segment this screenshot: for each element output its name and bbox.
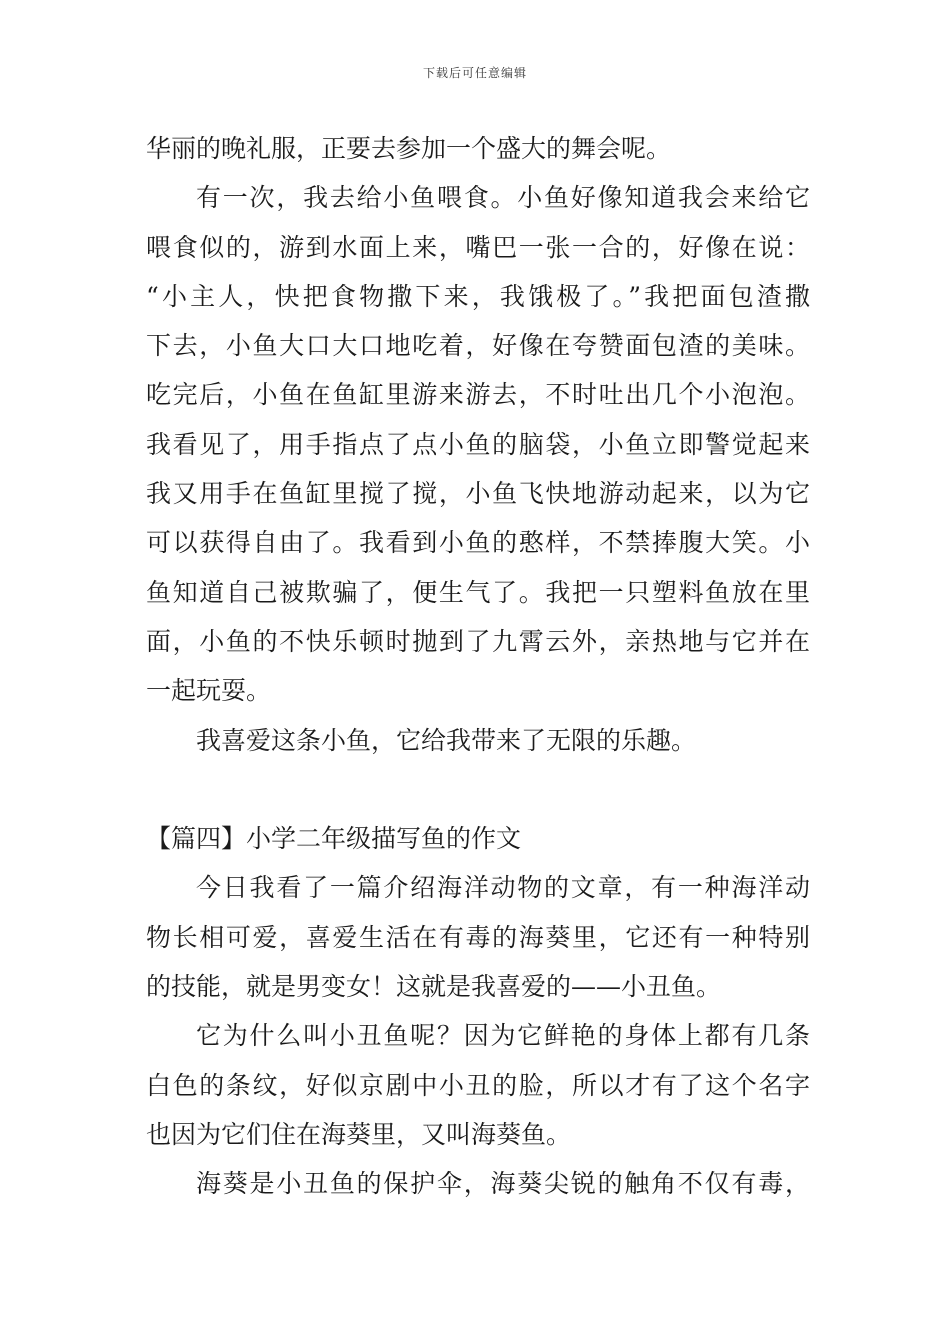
text-line: 也因为它们住在海葵里，又叫海葵鱼。 [146,1119,572,1149]
text-line: 我喜爱这条小鱼，它给我带来了无限的乐趣。 [196,725,697,755]
page-header: 下载后可任意编辑 [422,66,527,80]
text-line: 我看见了，用手指点了点小鱼的脑袋，小鱼立即警觉起来 [146,429,810,459]
text-line: 它为什么叫小丑鱼呢？因为它鲜艳的身体上都有几条 [196,1021,810,1051]
text-line: 今日我看了一篇介绍海洋动物的文章，有一种海洋动 [196,873,810,903]
text-line: “小主人，快把食物撒下来，我饿极了。”我把面包渣撒 [146,281,810,311]
document-body [146,124,810,1209]
text-line: 华丽的晚礼服，正要去参加一个盛大的舞会呢。 [146,134,672,163]
text-line: 吃完后，小鱼在鱼缸里游来游去，不时吐出几个小泡泡。 [146,380,810,410]
text-line: 鱼知道自己被欺骗了，便生气了。我把一只塑料鱼放在里 [146,577,810,607]
text-line: 喂食似的，游到水面上来，嘴巴一张一合的，好像在说： [146,232,810,262]
text-line: 我又用手在鱼缸里搅了搅，小鱼飞快地游动起来，以为它 [146,479,810,509]
text-line: 的技能，就是男变女！这就是我喜爱的——小丑鱼。 [146,972,722,1002]
text-line: 下去，小鱼大口大口地吃着，好像在夸赞面包渣的美味。 [146,331,810,361]
text-line: 白色的条纹，好似京剧中小丑的脸，所以才有了这个名字 [146,1070,810,1100]
text-line: 有一次，我去给小鱼喂食。小鱼好像知道我会来给它 [196,183,810,213]
text-line: 海葵是小丑鱼的保护伞，海葵尖锐的触角不仅有毒， [196,1169,810,1199]
text-line: 面，小鱼的不快乐顿时抛到了九霄云外，亲热地与它并在 [146,626,810,656]
blank-line [146,765,810,814]
text-line: 物长相可爱，喜爱生活在有毒的海葵里，它还有一种特别 [146,922,810,952]
text-line: 一起玩耍。 [146,676,272,706]
text-line: 可以获得自由了。我看到小鱼的憨样，不禁捧腹大笑。小 [146,528,810,558]
section-heading: 【篇四】小学二年级描写鱼的作文 [146,824,522,854]
